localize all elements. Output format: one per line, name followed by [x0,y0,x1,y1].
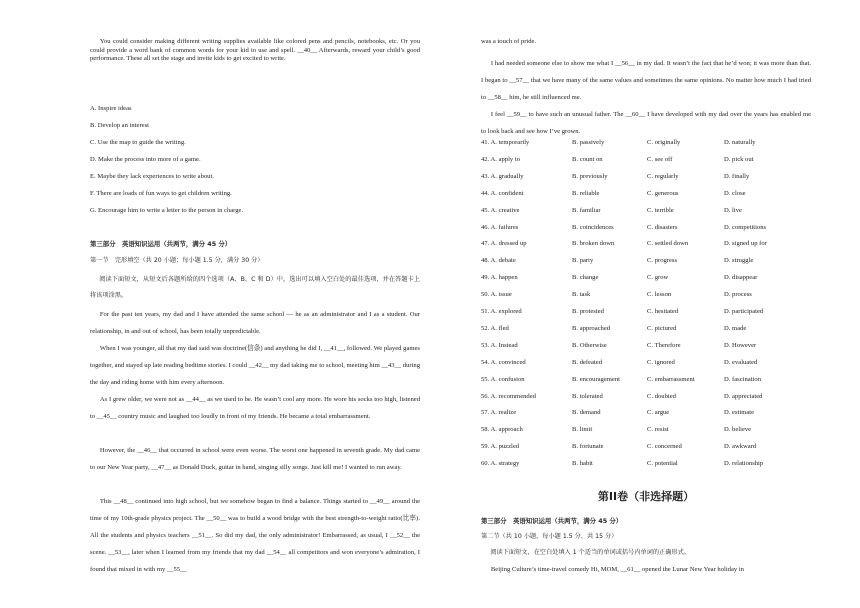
part-two-title: 第II卷（非选择题） [597,490,695,503]
question-option: D. relationship [724,460,764,468]
question-option: D. close [724,189,746,197]
question-option: C. regularly [647,172,679,180]
question-row [481,156,811,165]
question-row [481,257,811,266]
question-option: C. disasters [647,223,678,231]
question-option: B. count on [572,155,603,163]
question-option: B. previously [572,172,608,180]
question-option: D. struggle [724,257,754,265]
question-option: D. fascination [724,375,761,383]
question-option: D. awkward [724,443,757,451]
question-option: B. protested [572,308,604,315]
question-option: C. see off [647,155,673,163]
question-option: D. naturally [724,139,756,146]
question-option: D. disappear [724,274,758,282]
question-option: B. party [572,257,594,265]
passage-paragraph-4: However, the __46__ that occurred in school were even worse. The worst one happened in seventh grade. My dad came to our New Year party, __47__ as Donald Duck, guitar in hand, singing silly songs. Just kill me! I wanted to run away. [90,447,420,471]
question-option: C. resist [647,426,669,434]
question-row [481,426,811,435]
question-option: C. lesson [647,291,672,299]
question-row [481,393,811,402]
question-option: C. progress [647,257,678,265]
question-option: 43. A. gradually [481,172,524,180]
question-option: C. embarrassment [647,375,695,383]
question-option: D. process [724,291,752,299]
question-option: D. pick out [724,155,754,163]
question-option: B. change [572,274,599,282]
question-option: 49. A. happen [481,274,518,282]
question-option: D. signed up for [724,240,767,248]
question-option: B. defeated [572,358,603,366]
instruction-2: 阅读下面短文，在空白处填入 1 个适当的单词或括号内单词的正确形式。 [490,549,690,556]
question-option: 46. A. failures [481,223,519,231]
continued-line: was a touch of pride. [481,38,537,45]
question-option: 54. A. convinced [481,358,526,366]
question-option: 47. A. dressed up [481,240,527,248]
question-option: C. argue [647,409,670,417]
question-option: C. grow [647,274,669,282]
option-a: A. Inspire ideas [90,105,132,112]
question-row [481,342,811,351]
option-g: G. Encourage him to write a letter to the person in charge. [90,207,244,214]
passage-paragraph-6: I had needed someone else to show me what I __56__ in my dad. It wasn’t the fact that he’d won; it was more than that. I began to __57__ that we have many of the same values and sometimes the same opinions. No matter how much I had tried to __58__ him, he still influenced me. [481,60,811,101]
question-row [481,190,811,199]
section-subtitle: 第一节 完形填空（共 20 小题；每小题 1.5 分，满分 30 分） [90,257,264,264]
question-option: B. habit [572,460,593,468]
question-option: C. potential [647,460,678,468]
question-row [481,240,811,249]
question-option: C. doubted [647,392,676,400]
question-option: 41. A. temporarily [481,139,530,146]
question-option: D. made [724,324,747,332]
question-row [481,308,811,317]
question-row [481,274,811,283]
passage-paragraph-2: When I was younger, all that my dad said was doctrine(信条) and anything he did I, __41__, followed. We played games together, and stayed up late reading bedtime stories. I could __42__ my dad taking me to school, meeting him __43__ during the day and riding home with him every afternoon. [90,345,420,386]
question-row [481,224,811,233]
question-option: D. However [724,341,757,349]
question-option: D. live [724,206,742,214]
section-title: 第三部分 英语知识运用（共两节，满分 45 分） [90,240,232,248]
question-option: B. coincidences [572,223,614,231]
question-option: B. approached [572,324,611,332]
question-option: 60. A. strategy [481,460,520,468]
question-option: C. pictured [647,324,677,332]
question-option: 59. A. puzzled [481,443,520,451]
question-row [481,325,811,334]
section-subtitle-2: 第二节（共 10 小题，每小题 1.5 分，共 15 分） [481,533,618,540]
passage-paragraph-7: I feel __59__ to have such an unusual father. The __60__ I have developed with my dad over the years has enabled me to look back and see how I’ve grown. [481,111,811,135]
question-option: B. fortunate [572,443,604,451]
passage-paragraph-3: As I grew older, we were not as __44__ as we used to be. He wasn’t cool any more. He wore his socks too high, listened to __45__ country music and laughed too loudly in front of my friends. He became a total embarrassment. [90,396,420,420]
passage-paragraph-5: This __48__ continued into high school, but we somehow began to find a balance. Things started to __49__ around the time of my 10th-grade physics project. The __50__ was to build a wood bridge with the best strength-to-weight ratio(比率). All the students and physics teachers __51__. So did my dad, the only administrator! Embarrassed, as usual, I __52__ the scene. __53__, later when I learned from my friends that my dad __54__ all competitors and won everyone’s admiration, I found that mixed in with my __55__ [90,498,420,573]
passage-line-61: Beijing Culture’s time-travel comedy Hi, MOM, __61__ opened the Lunar New Year holiday in [490,566,744,573]
question-option: B. limit [572,426,593,434]
question-option: D. believe [724,426,752,434]
question-option: D. appreciated [724,392,763,400]
question-option: B. broken down [572,240,615,248]
question-option: C. generous [647,189,679,197]
question-option: C. concerned [647,443,682,451]
passage-paragraph-1: For the past ten years, my dad and I have attended the same school — he as an administrator and I as a student. Our relationship, in and out of school, has been totally unpredictable. [90,311,420,335]
question-option: B. encouragement [572,375,620,383]
option-f: F. There are loads of fun ways to get children writing. [90,190,232,197]
question-option: B. Otherwise [572,341,607,349]
question-row [481,291,811,300]
question-option: C. settled down [647,240,689,248]
question-option: 45. A. creative [481,206,520,214]
question-option: B. passively [572,139,605,146]
question-option: D. competitions [724,223,767,231]
question-option: B. tolerated [572,392,603,400]
question-option: 55. A. confusion [481,375,525,383]
question-row [481,173,811,182]
question-option: 42. A. apply to [481,155,521,163]
question-option: B. familiar [572,206,601,214]
question-option: B. task [572,291,591,299]
question-row [481,443,811,452]
question-option: D. finally [724,172,750,180]
question-option: C. hesitated [647,308,679,315]
instruction: 阅读下面短文，从短文后各题所给的四个选项（A、B、C 和 D）中，选出可以填入空白处的最佳选项，并在答题卡上将该项涂黑。 [90,276,420,299]
question-option: 51. A. explored [481,308,522,315]
option-b: B. Develop an interest [90,122,149,129]
question-option: C. ignored [647,358,675,366]
question-option: 57. A. realize [481,409,517,417]
question-option: B. demand [572,409,601,417]
question-option: 56. A. recommended [481,392,536,400]
question-row [481,359,811,368]
question-option: D. participated [724,308,764,315]
option-c: C. Use the map to guide the writing. [90,139,186,146]
question-option: C. originally [647,139,681,146]
question-row [481,139,811,148]
question-option: C. Therefore [647,341,681,349]
question-row [481,460,811,469]
question-row [481,409,811,418]
question-option: 48. A. debate [481,257,516,265]
section-title-2: 第三部分 英语知识运用（共两节，满分 45 分） [481,517,623,525]
intro-paragraph: You could consider making different writing supplies available like colored pens and pencils, notebooks, etc. Or you could provide a word bank of common words for your kid to use and spell. __40__ Afterwards, reward your child’s good performance. These all set the stage and invite kids to get excited to write. [90,38,420,62]
question-option: C. terrible [647,206,674,214]
question-row [481,207,811,216]
question-option: 52. A. fled [481,324,509,332]
question-option: 50. A. issue [481,291,512,299]
question-option: D. evaluated [724,358,758,366]
question-option: B. reliable [572,189,600,197]
option-e: E. Maybe they lack experiences to write about. [90,173,214,180]
question-option: 58. A. approach [481,426,523,434]
question-option: 44. A. confident [481,189,524,197]
option-d: D. Make the process into more of a game. [90,156,201,163]
question-row [481,376,811,385]
question-option: 53. A. Instead [481,341,518,349]
question-option: D. estimate [724,409,755,417]
